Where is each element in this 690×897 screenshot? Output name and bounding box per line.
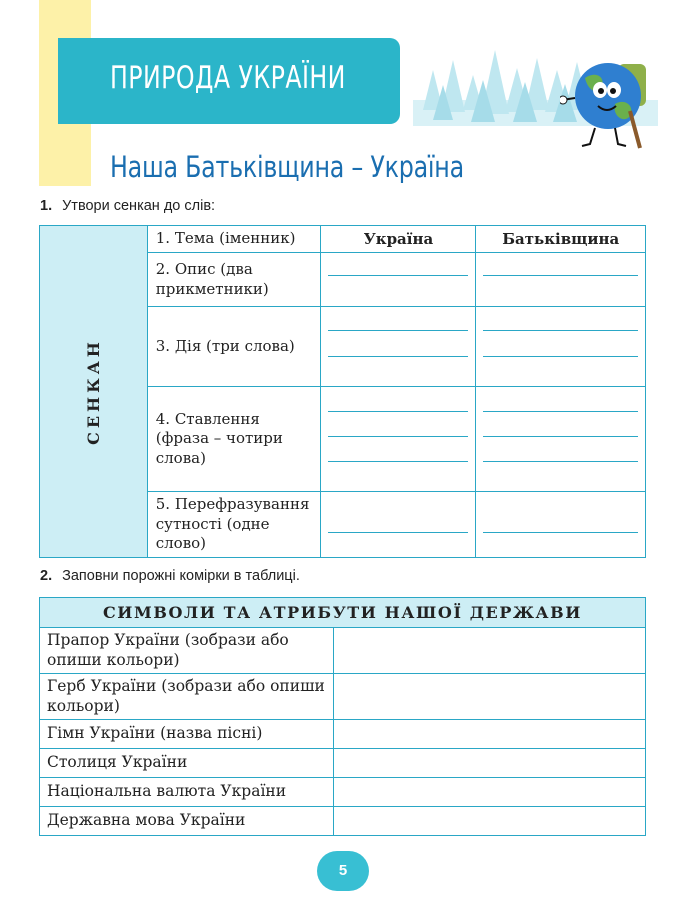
column-header-batkivshchyna: Батьківщина: [476, 226, 646, 253]
page-number: 5: [317, 851, 369, 891]
symbol-label: Державна мова України: [40, 807, 334, 836]
criterion-cell: 5. Перефразування сутності (одне слово): [147, 492, 321, 558]
symbol-label: Столиця України: [40, 749, 334, 778]
answer-cell[interactable]: [476, 307, 646, 387]
sencan-side-label-cell: [40, 226, 148, 558]
symbol-label: Гімн України (назва пісні): [40, 720, 334, 749]
symbol-label: Прапор України (зобрази або опиши кольори): [40, 628, 334, 674]
answer-cell[interactable]: [321, 492, 476, 558]
task-2-number: 2.: [40, 568, 53, 584]
answer-cell[interactable]: [476, 387, 646, 492]
sencan-side-label: СЕНКАН: [83, 337, 103, 445]
answer-cell[interactable]: [321, 307, 476, 387]
symbol-answer-cell[interactable]: [334, 749, 646, 778]
symbol-label: Національна валюта України: [40, 778, 334, 807]
state-symbols-table-title: СИМВОЛИ ТА АТРИБУТИ НАШОЇ ДЕРЖАВИ: [40, 598, 646, 628]
globe-mascot-icon: [560, 56, 660, 151]
task-1-text: Утвори сенкан до слів:: [62, 198, 216, 214]
column-header-ukraine: Україна: [321, 226, 476, 253]
symbol-label: Герб України (зобрази або опиши кольори): [40, 674, 334, 720]
symbol-answer-cell[interactable]: [334, 628, 646, 674]
task-1-number: 1.: [40, 198, 53, 214]
state-symbols-table: [39, 597, 646, 836]
answer-cell[interactable]: [321, 387, 476, 492]
criterion-cell: 1. Тема (іменник): [147, 226, 321, 253]
section-title: ПРИРОДА УКРАЇНИ: [110, 60, 346, 96]
symbol-answer-cell[interactable]: [334, 778, 646, 807]
answer-cell[interactable]: [321, 253, 476, 307]
task-2-text: Заповни порожні комірки в таблиці.: [62, 568, 300, 584]
symbol-answer-cell[interactable]: [334, 674, 646, 720]
criterion-cell: 3. Дія (три слова): [147, 307, 321, 387]
criterion-cell: 4. Ставлення (фраза – чотири слова): [147, 387, 321, 492]
symbol-answer-cell[interactable]: [334, 720, 646, 749]
task-1-instruction: [40, 198, 215, 214]
answer-cell[interactable]: [476, 492, 646, 558]
section-banner: [58, 38, 400, 124]
sencan-table: [39, 225, 646, 558]
criterion-cell: 2. Опис (два прикметники): [147, 253, 321, 307]
symbol-answer-cell[interactable]: [334, 807, 646, 836]
answer-cell[interactable]: [476, 253, 646, 307]
task-2-instruction: [40, 568, 300, 584]
page-subtitle: Наша Батьківщина – Україна: [110, 150, 464, 184]
